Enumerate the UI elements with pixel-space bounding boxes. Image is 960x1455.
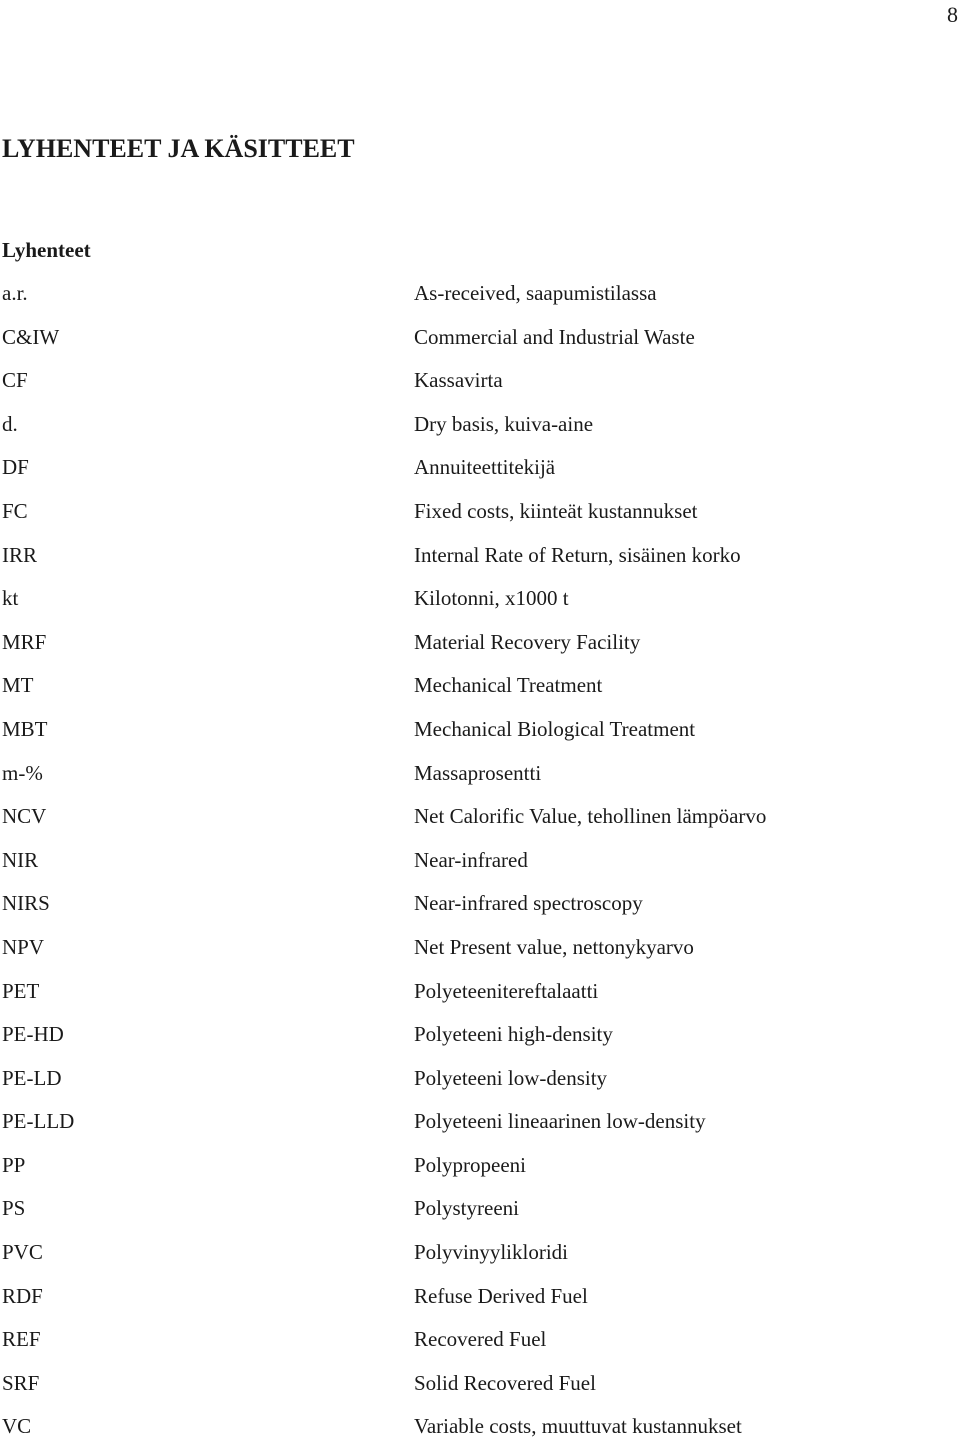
- abbreviation-term: CF: [2, 368, 28, 393]
- abbreviation-definition: Near-infrared spectroscopy: [414, 891, 643, 916]
- abbreviation-term: PE-LD: [2, 1065, 62, 1090]
- abbreviation-definition: Recovered Fuel: [414, 1327, 547, 1352]
- abbreviation-row: [2, 1237, 952, 1281]
- abbreviation-term: REF: [2, 1327, 41, 1352]
- abbreviation-term: d.: [2, 411, 18, 436]
- abbreviation-term: MT: [2, 673, 34, 698]
- abbreviation-definition: Polypropeeni: [414, 1152, 526, 1177]
- abbreviation-term: MBT: [2, 716, 48, 741]
- abbreviation-row: [2, 932, 952, 976]
- abbreviation-definition: Polyeteeni lineaarinen low-density: [414, 1109, 706, 1134]
- abbreviation-row: [2, 1150, 952, 1194]
- abbreviation-term: NIRS: [2, 891, 50, 916]
- abbreviation-row: [2, 409, 952, 453]
- abbreviation-row: [2, 496, 952, 540]
- abbreviation-term: NIR: [2, 847, 39, 872]
- abbreviation-term: C&IW: [2, 324, 60, 349]
- abbreviation-term: IRR: [2, 542, 38, 567]
- abbreviation-row: [2, 1106, 952, 1150]
- abbreviation-definition: Variable costs, muuttuvat kustannukset: [414, 1414, 742, 1439]
- abbreviation-row: [2, 583, 952, 627]
- abbreviation-term: PE-LLD: [2, 1109, 75, 1134]
- abbreviation-term: VC: [2, 1414, 32, 1439]
- abbreviation-term: kt: [2, 586, 19, 611]
- abbreviation-definition: Massaprosentti: [414, 760, 542, 785]
- abbreviation-row: [2, 365, 952, 409]
- abbreviation-term: FC: [2, 498, 28, 523]
- abbreviation-definition: Near-infrared: [414, 847, 528, 872]
- abbreviation-term: NCV: [2, 804, 47, 829]
- abbreviation-definition: Kilotonni, x1000 t: [414, 586, 569, 611]
- abbreviation-term: PET: [2, 978, 40, 1003]
- abbreviation-definition: Polyeteeni low-density: [414, 1065, 608, 1090]
- abbreviation-row: [2, 976, 952, 1020]
- abbreviation-row: [2, 1193, 952, 1237]
- abbreviation-term: DF: [2, 455, 29, 480]
- abbreviation-definition: Net Calorific Value, tehollinen lämpöarvo: [414, 804, 767, 829]
- abbreviation-term: MRF: [2, 629, 47, 654]
- abbreviation-definition: Net Present value, nettonykyarvo: [414, 934, 694, 959]
- abbreviation-definition: Solid Recovered Fuel: [414, 1370, 596, 1395]
- section-title: Lyhenteet: [2, 238, 91, 262]
- abbreviation-row: [2, 670, 952, 714]
- abbreviation-term: a.r.: [2, 281, 28, 305]
- abbreviation-row: [2, 1281, 952, 1325]
- abbreviation-term: RDF: [2, 1283, 43, 1308]
- abbreviation-row: [2, 888, 952, 932]
- abbreviation-term: PP: [2, 1152, 26, 1177]
- abbreviation-row: [2, 1324, 952, 1368]
- abbreviation-definition: Kassavirta: [414, 368, 503, 393]
- abbreviation-term: m-%: [2, 760, 43, 785]
- abbreviation-definition: Polyeteeni high-density: [414, 1022, 613, 1047]
- abbreviation-definition: Internal Rate of Return, sisäinen korko: [414, 542, 741, 567]
- abbreviation-row: [2, 322, 952, 366]
- abbreviation-row: [2, 758, 952, 802]
- abbreviation-definition: Material Recovery Facility: [414, 629, 641, 654]
- abbreviation-term: PE-HD: [2, 1022, 64, 1047]
- abbreviation-row: [2, 627, 952, 671]
- abbreviation-row: [2, 1368, 952, 1412]
- abbreviation-definition: Commercial and Industrial Waste: [414, 324, 695, 349]
- abbreviation-definition: Dry basis, kuiva-aine: [414, 411, 594, 436]
- abbreviation-row: [2, 1411, 952, 1455]
- abbreviation-definition: Polyvinyylikloridi: [414, 1240, 569, 1265]
- abbreviation-definition: Polyeteenitereftalaatti: [414, 978, 599, 1003]
- abbreviation-term: SRF: [2, 1370, 40, 1395]
- abbreviation-row: [2, 1063, 952, 1107]
- abbreviation-term: PVC: [2, 1240, 43, 1265]
- abbreviation-row: [2, 714, 952, 758]
- abbreviation-term: NPV: [2, 934, 45, 959]
- abbreviation-row: [2, 845, 952, 889]
- abbreviation-row: [2, 278, 952, 322]
- abbreviation-definition: Refuse Derived Fuel: [414, 1283, 588, 1308]
- abbreviation-term: PS: [2, 1196, 26, 1221]
- abbreviation-row: [2, 801, 952, 845]
- abbreviation-definition: Mechanical Treatment: [414, 673, 603, 698]
- abbreviation-definition: Polystyreeni: [414, 1196, 519, 1221]
- abbreviation-list: [2, 278, 952, 1455]
- abbreviation-row: [2, 452, 952, 496]
- abbreviation-definition: As-received, saapumistilassa: [414, 281, 657, 305]
- abbreviation-row: [2, 540, 952, 584]
- abbreviation-row: [2, 1019, 952, 1063]
- page-number: 8: [947, 2, 958, 27]
- page-title: LYHENTEET JA KÄSITTEET: [2, 134, 355, 163]
- abbreviation-definition: Annuiteettitekijä: [414, 455, 556, 480]
- abbreviation-definition: Mechanical Biological Treatment: [414, 716, 696, 741]
- abbreviation-definition: Fixed costs, kiinteät kustannukset: [414, 498, 698, 523]
